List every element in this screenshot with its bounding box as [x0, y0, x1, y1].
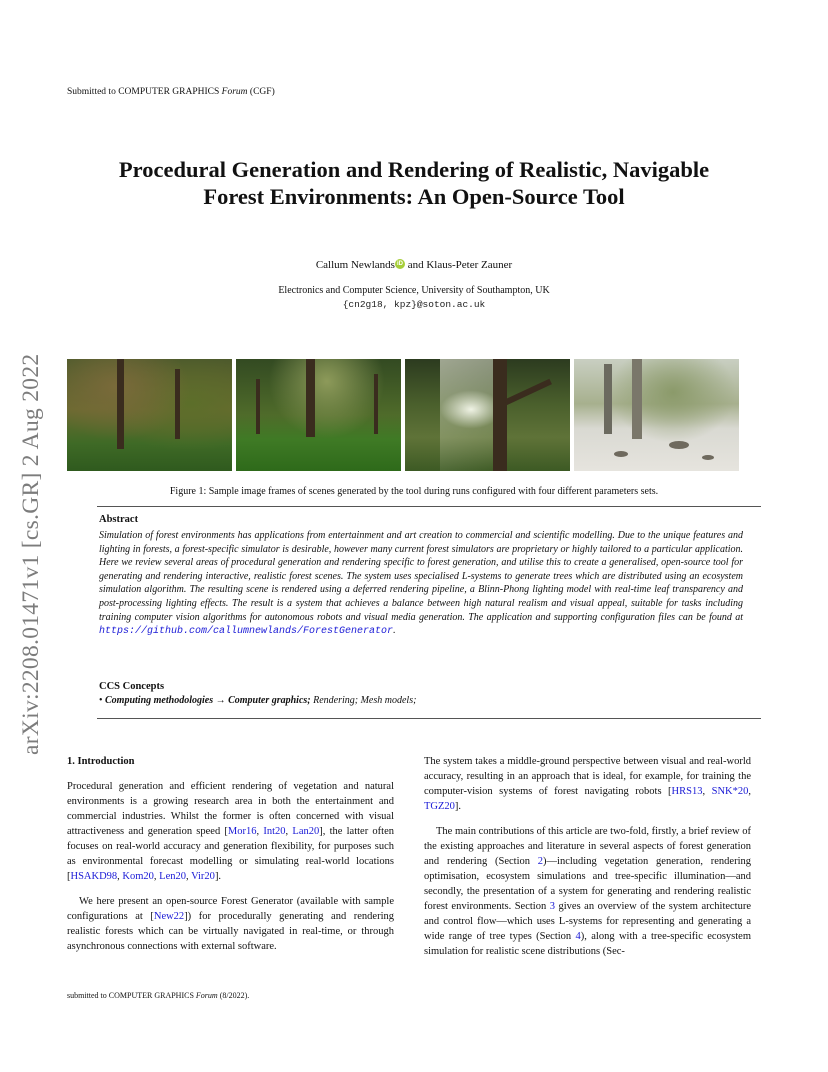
- arxiv-identifier[interactable]: arXiv:2208.01471v1 [cs.GR] 2 Aug 2022: [18, 353, 44, 755]
- repository-link[interactable]: https://github.com/callumnewlands/ForestGenerator: [99, 626, 394, 638]
- title-line-1: Procedural Generation and Rendering of Realistic, Navigable: [118, 157, 710, 182]
- abstract-body: Simulation of forest environments has applications from entertainment and art creation to commercial and scientific modelling. Due to the unique features and lighting in forests, a forest-specific simulator is desirable, however many current forest simulators are proprietary or highly tailored to a particular application. Here we review several areas of procedural generation and rendering specific to forest generation, and utilise this to create a generalised, open-source tool for generating and rendering interactive, realistic forest scenes. The system uses specialised L-systems to generate trees which are distributed using an ecosystem simulation algorithm. The resulting scene is rendered using a deferred rendering pipeline, a Blinn-Phong lighting model with real-time leaf transparency and post-processing lighting effects. The result is a system that achieves a balance between high natural realism and visual appeal, suitable for tasks including training computer vision algorithms for autonomous robots and visual media generation. The application and supporting configuration files can be found at https://github.com/callumnewlands/ForestGenerator.: [99, 530, 743, 638]
- abstract-heading: Abstract: [99, 514, 139, 525]
- orcid-icon[interactable]: iD: [396, 261, 403, 267]
- citation-link[interactable]: Lan20: [292, 826, 320, 837]
- figure-caption: Figure 1: Sample image frames of scenes generated by the tool during runs configured with four different parameters sets.: [169, 486, 659, 497]
- figure-frame-4: [574, 359, 739, 471]
- figure-frame-2: [236, 359, 401, 471]
- author-1: Callum Newlands: [315, 259, 395, 271]
- intro-paragraph-3: The system takes a middle-ground perspective between visual and real-world accuracy, resulting in an approach that is ideal, for example, for training the computer-vision systems of forest navigating robots [HRS13, SNK*20, TGZ20].: [424, 756, 751, 812]
- citation-link[interactable]: Len20: [159, 871, 186, 882]
- citation-link[interactable]: New22: [153, 911, 185, 922]
- citation-link[interactable]: Mor16: [227, 826, 257, 837]
- citation-link[interactable]: HRS13: [671, 786, 703, 797]
- teaser-figure: [67, 359, 739, 471]
- affiliation: Electronics and Computer Science, University of Southampton, UK: [278, 285, 550, 296]
- citation-link[interactable]: TGZ20: [424, 801, 455, 812]
- citation-link[interactable]: SNK*20: [711, 786, 749, 797]
- section-link[interactable]: 2: [537, 856, 544, 867]
- page-footer: submitted to COMPUTER GRAPHICS Forum (8/2022).: [67, 991, 250, 1000]
- section-link[interactable]: 3: [549, 901, 555, 912]
- citation-link[interactable]: Vir20: [191, 871, 215, 882]
- figure-frame-1: [67, 359, 232, 471]
- intro-paragraph-4: The main contributions of this article are two-fold, firstly, a brief review of the existing approaches and literature in several aspects of forest generation and rendering (Section 2)—including vegetation generation, rendering optimisation, ecosystem simulations and tree-specific illumination—and secondly, the presentation of a system for generating and rendering realistic forest environments. Section 3 gives an overview of the system architecture and control flow—which uses L-systems for representing and generating a wide range of tree types (Section 4), along with a tree-specific ecosystem simulation for realistic scene distributions (Sec-: [424, 826, 752, 957]
- ccs-concepts: • Computing methodologies → Computer graphics; Rendering; Mesh models;: [99, 695, 417, 706]
- intro-paragraph-2: We here present an open-source Forest Generator (available with sample configurations at [New22]) for procedurally generating and rendering realistic forests which can be virtually navigated in real-time, or through asynchronous connections with external software.: [67, 896, 394, 952]
- running-head: Submitted to COMPUTER GRAPHICS Forum (CGF): [67, 87, 275, 97]
- authors: Callum Newlands iD and Klaus-Peter Zauner: [315, 259, 513, 271]
- rule-top: [97, 506, 761, 507]
- ccs-heading: CCS Concepts: [99, 681, 165, 692]
- figure-frame-3: [405, 359, 570, 471]
- left-column: [67, 754, 394, 964]
- rule-bottom: [97, 718, 761, 719]
- section-link[interactable]: 4: [575, 931, 581, 942]
- title-line-2: Forest Environments: An Open-Source Tool: [203, 184, 625, 209]
- paper-title: [67, 156, 761, 210]
- section-heading-introduction: 1. Introduction: [67, 756, 135, 767]
- right-column: [424, 754, 751, 969]
- intro-paragraph-1: Procedural generation and efficient rendering of vegetation and natural environments is a growing research area in both the entertainment and commercial industries. Whilst the former is often concerned with visual attractiveness and generation speed [Mor16, Int20, Lan20], the latter often focuses on real-world accuracy and generation flexibility, for purposes such as environmental forecast modelling or simulating real-world locations [HSAKD98, Kom20, Len20, Vir20].: [67, 781, 395, 882]
- author-email: {cn2g18, kpz}@soton.ac.uk: [342, 299, 486, 310]
- citation-link[interactable]: HSAKD98: [70, 871, 118, 882]
- citation-link[interactable]: Kom20: [122, 871, 154, 882]
- citation-link[interactable]: Int20: [263, 826, 286, 837]
